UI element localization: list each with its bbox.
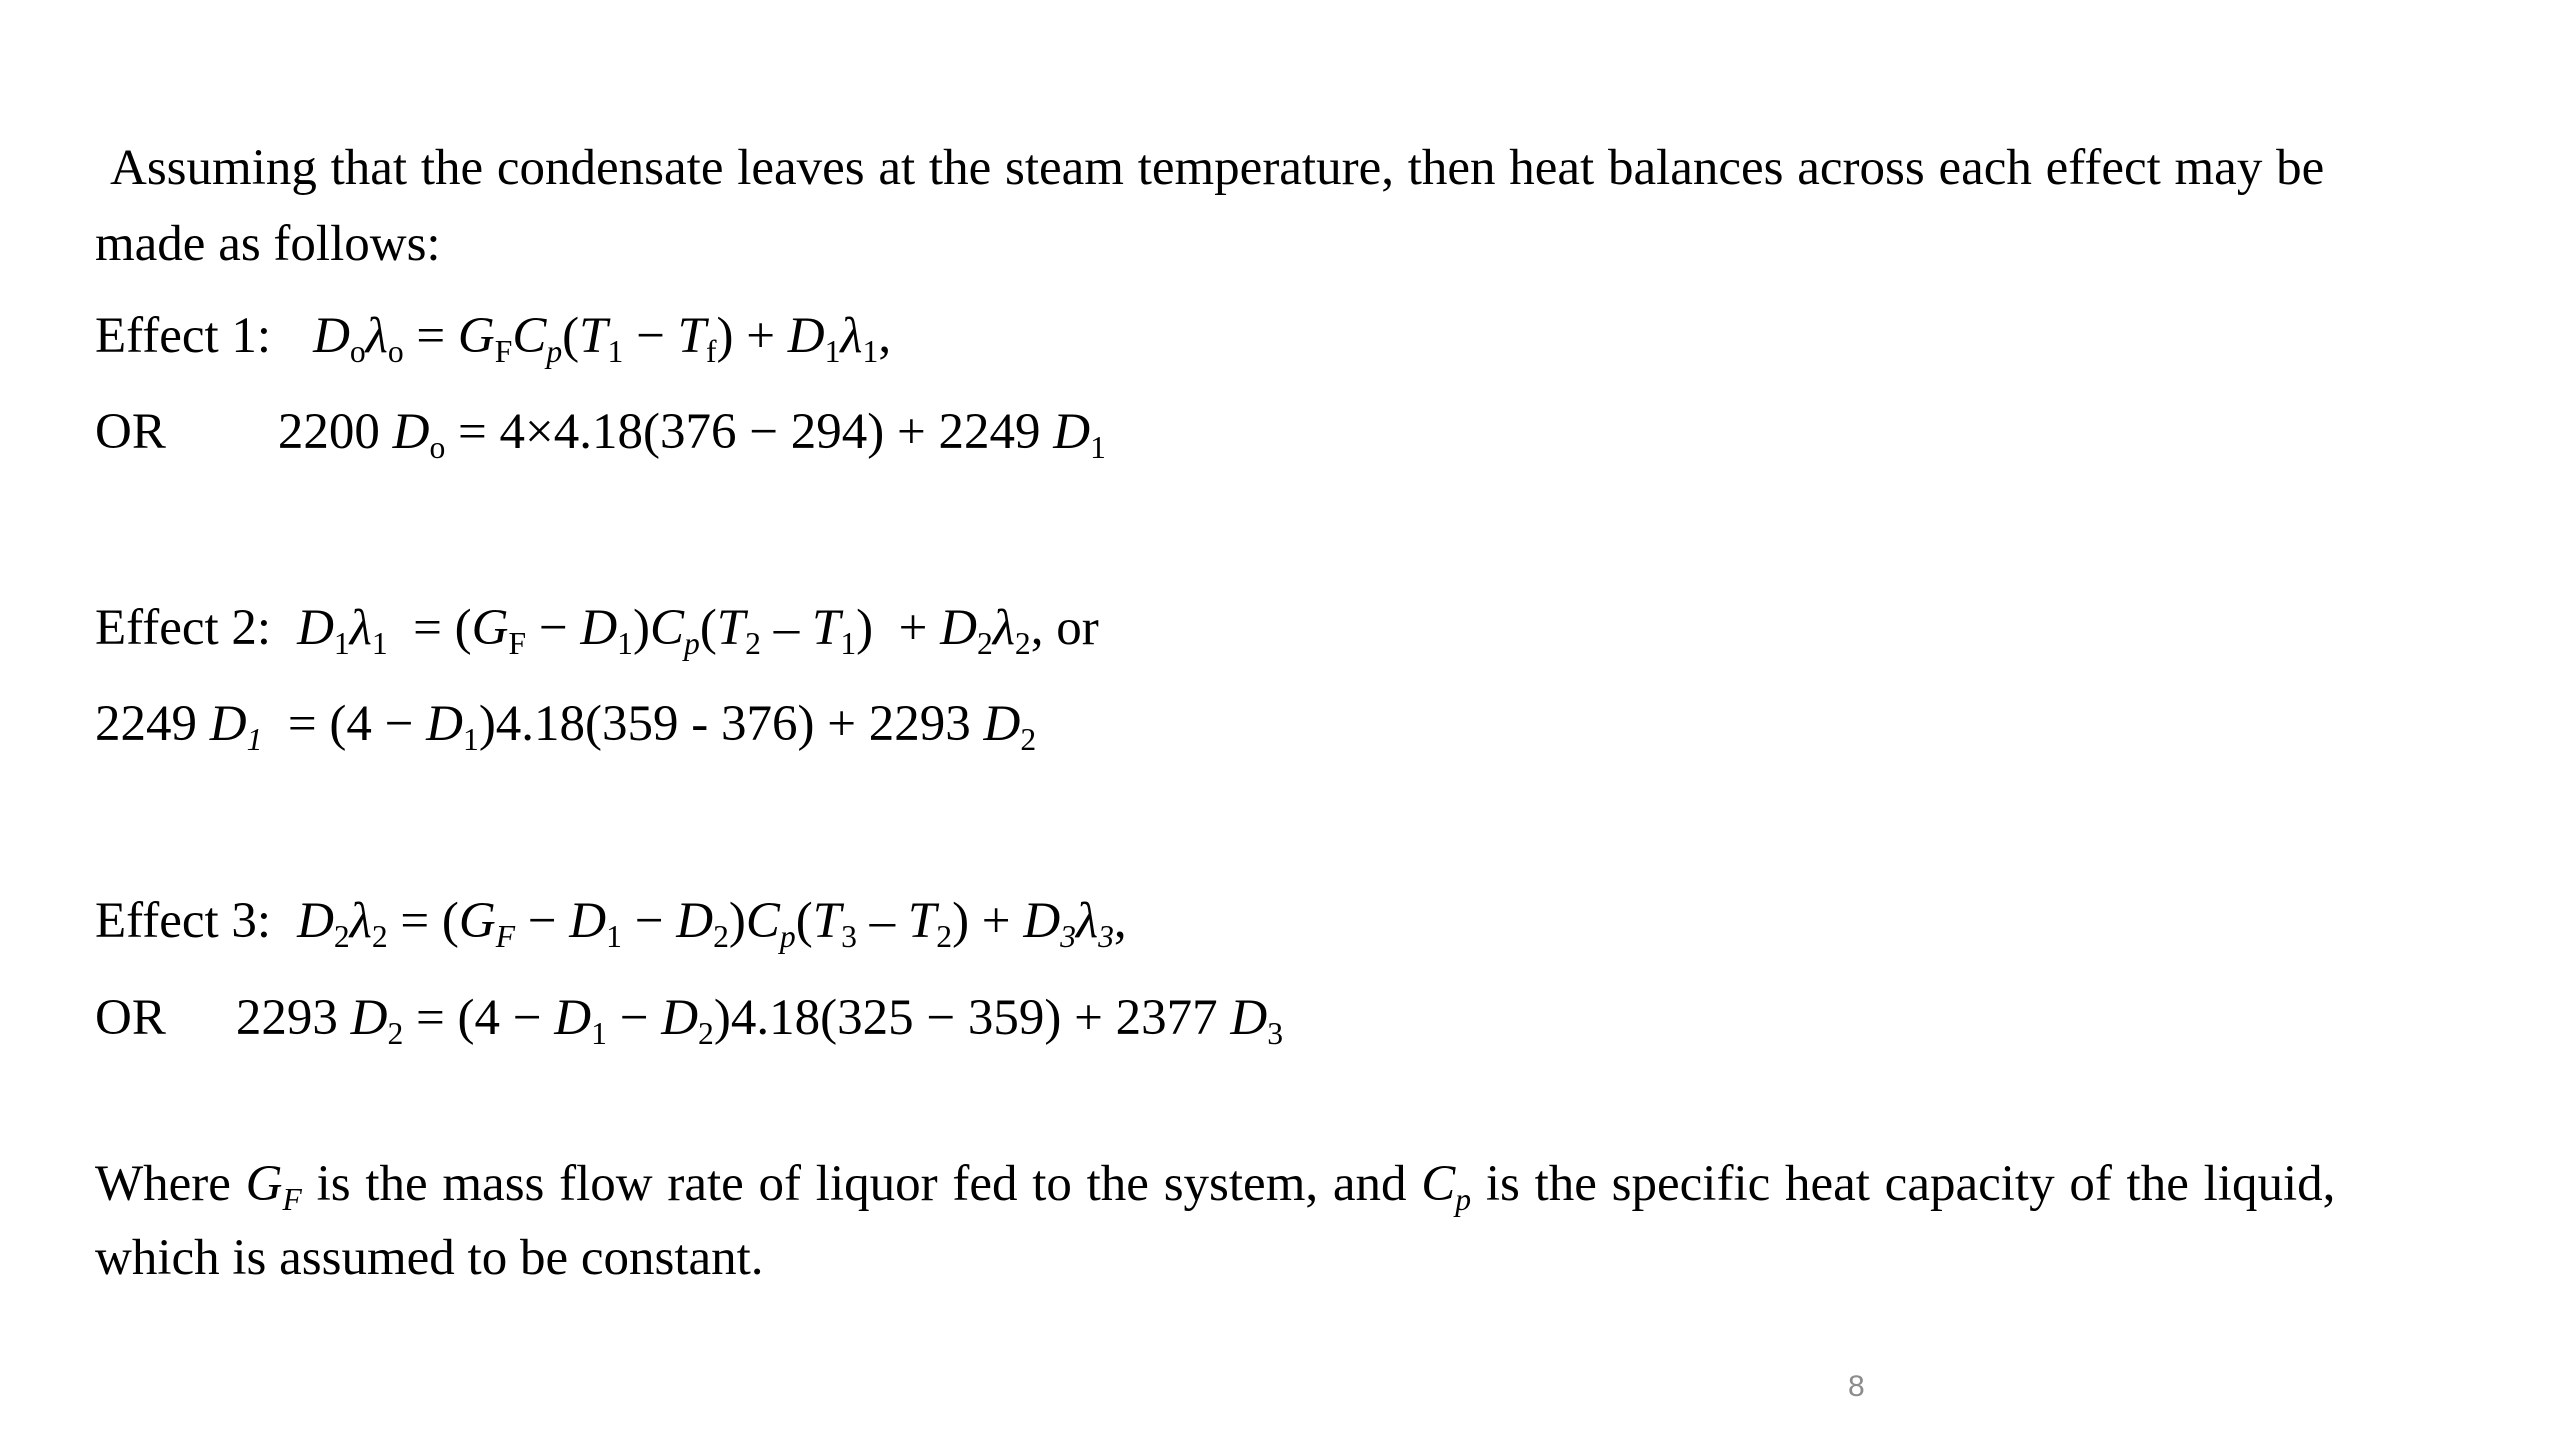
effect1-or-label: OR — [95, 404, 166, 460]
effect2-numeric-formula: 2249 $D_1 = (4 - D_1)4.18(359 - 376) + 2293$ $D_2$ — [95, 696, 1037, 758]
effect2-equation-formula: $D_1\lambda_1 = (G_F - D_1)C_p(T_2 - T_1) + D_2\lambda_2$, or — [297, 600, 1099, 662]
effect1-equation-formula: $D_o\lambda_o = G_FC_p(T_1 - T_f) + D_1\lambda_1$, — [313, 308, 892, 370]
intro-line-1: Assuming that the condensate leaves at the steam temperature, then heat balances across each effect may be — [110, 140, 2325, 196]
note-line-2: which is assumed to be constant. — [95, 1230, 764, 1286]
effect1-numeric-formula: 2200 $D_o = 4\times 4.18(376 - 294) + 2249$ $D_1$ — [277, 404, 1106, 466]
note-line-1-text: Where $G_F$ is the mass flow rate of liquor fed to the system, and $C_p$ is the specific heat capacity of the liquid, — [95, 1156, 2336, 1218]
effect3-numeric — [95, 988, 1283, 1052]
effect1-equation — [95, 306, 892, 370]
effect1-label: Effect 1: — [95, 308, 272, 364]
page-number: 8 — [1848, 1370, 1865, 1403]
effect3-or-label: OR — [95, 990, 166, 1046]
effect3-equation — [95, 891, 1127, 955]
intro-line-2: made as follows: — [95, 216, 441, 272]
effect1-numeric — [95, 402, 1106, 466]
note-line-1 — [95, 1154, 2336, 1218]
effect3-label: Effect 3: — [95, 893, 272, 949]
effect2-label: Effect 2: — [95, 600, 272, 656]
effect3-numeric-formula: 2293 $D_2 = (4 - D_1 - D_2)4.18(325 - 359) + 2377$ $D_3$ — [235, 990, 1283, 1052]
effect3-equation-formula: $D_2\lambda_2 = (G_F - D_1 - D_2)C_p(T_3 - T_2) + D_3\lambda_3$, — [297, 893, 1127, 955]
effect2-equation — [95, 598, 1099, 662]
effect2-numeric — [95, 694, 1037, 758]
